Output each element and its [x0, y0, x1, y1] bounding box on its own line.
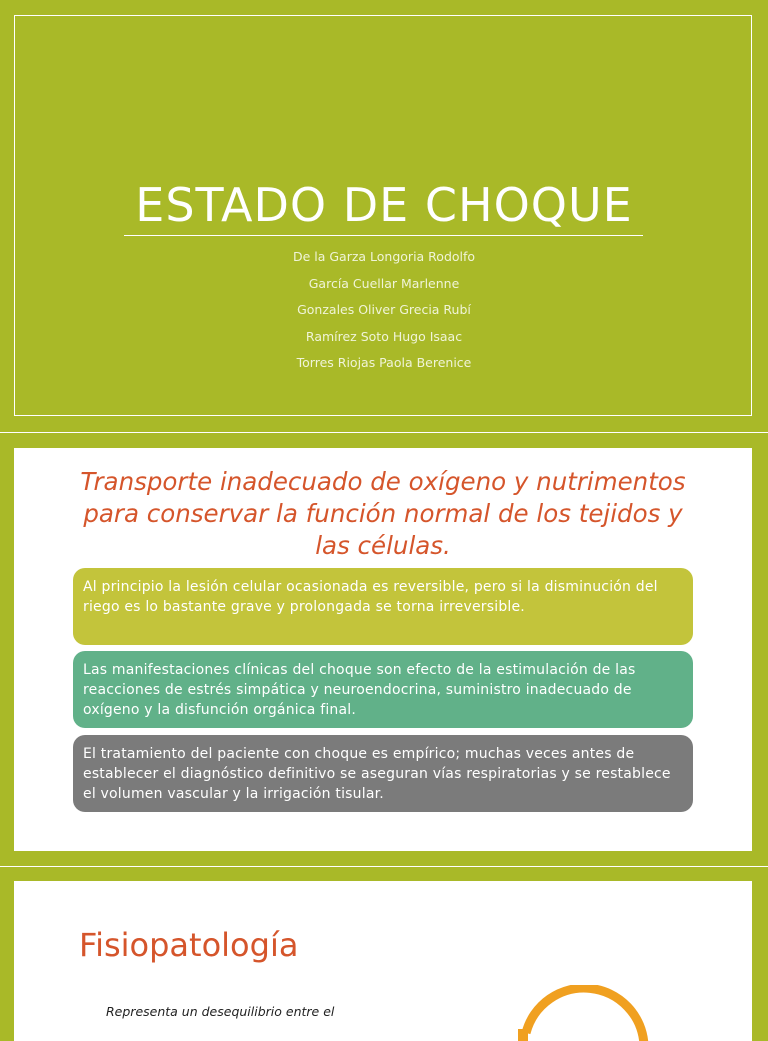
info-box-manifestations: Las manifestaciones clínicas del choque son efecto de la estimulación de las reacciones de estrés simpática y neuroendocrina, suministro inadecuado de oxígeno y la disfunción orgánica final.: [73, 651, 693, 728]
author-name: Gonzales Oliver Grecia Rubí: [297, 302, 471, 317]
orange-arc-graphic: [504, 985, 654, 1041]
info-box-treatment: El tratamiento del paciente con choque es empírico; muchas veces antes de establecer el diagnóstico definitivo se aseguran vías respiratorias y se restablece el volumen vascular y la irrigación tisular.: [73, 735, 693, 812]
title-slide: [0, 0, 768, 432]
author-list: [0, 244, 768, 377]
pathophysiology-slide: [14, 881, 752, 1041]
pathophysiology-text: Representa un desequilibrio entre el: [106, 1004, 335, 1019]
definition-heading: Transporte inadecuado de oxígeno y nutrimentos para conservar la función normal de los tejidos y las células.: [80, 467, 686, 560]
author-name: De la Garza Longoria Rodolfo: [292, 249, 476, 264]
slide-title: ESTADO DE CHOQUE: [135, 178, 633, 232]
pathophysiology-heading: Fisiopatología: [79, 926, 299, 964]
slide-separator: [0, 432, 768, 433]
info-box-reversible: Al principio la lesión celular ocasionada es reversible, pero si la disminución del riego es lo bastante grave y prolongada se torna irreversible.: [73, 568, 693, 645]
title-underline: [124, 235, 643, 236]
author-name: García Cuellar Marlenne: [308, 275, 460, 291]
slide-separator: [0, 866, 768, 867]
author-name: Torres Riojas Paola Berenice: [296, 355, 472, 370]
definition-slide: [14, 448, 752, 851]
author-name: Ramírez Soto Hugo Isaac: [305, 328, 463, 344]
